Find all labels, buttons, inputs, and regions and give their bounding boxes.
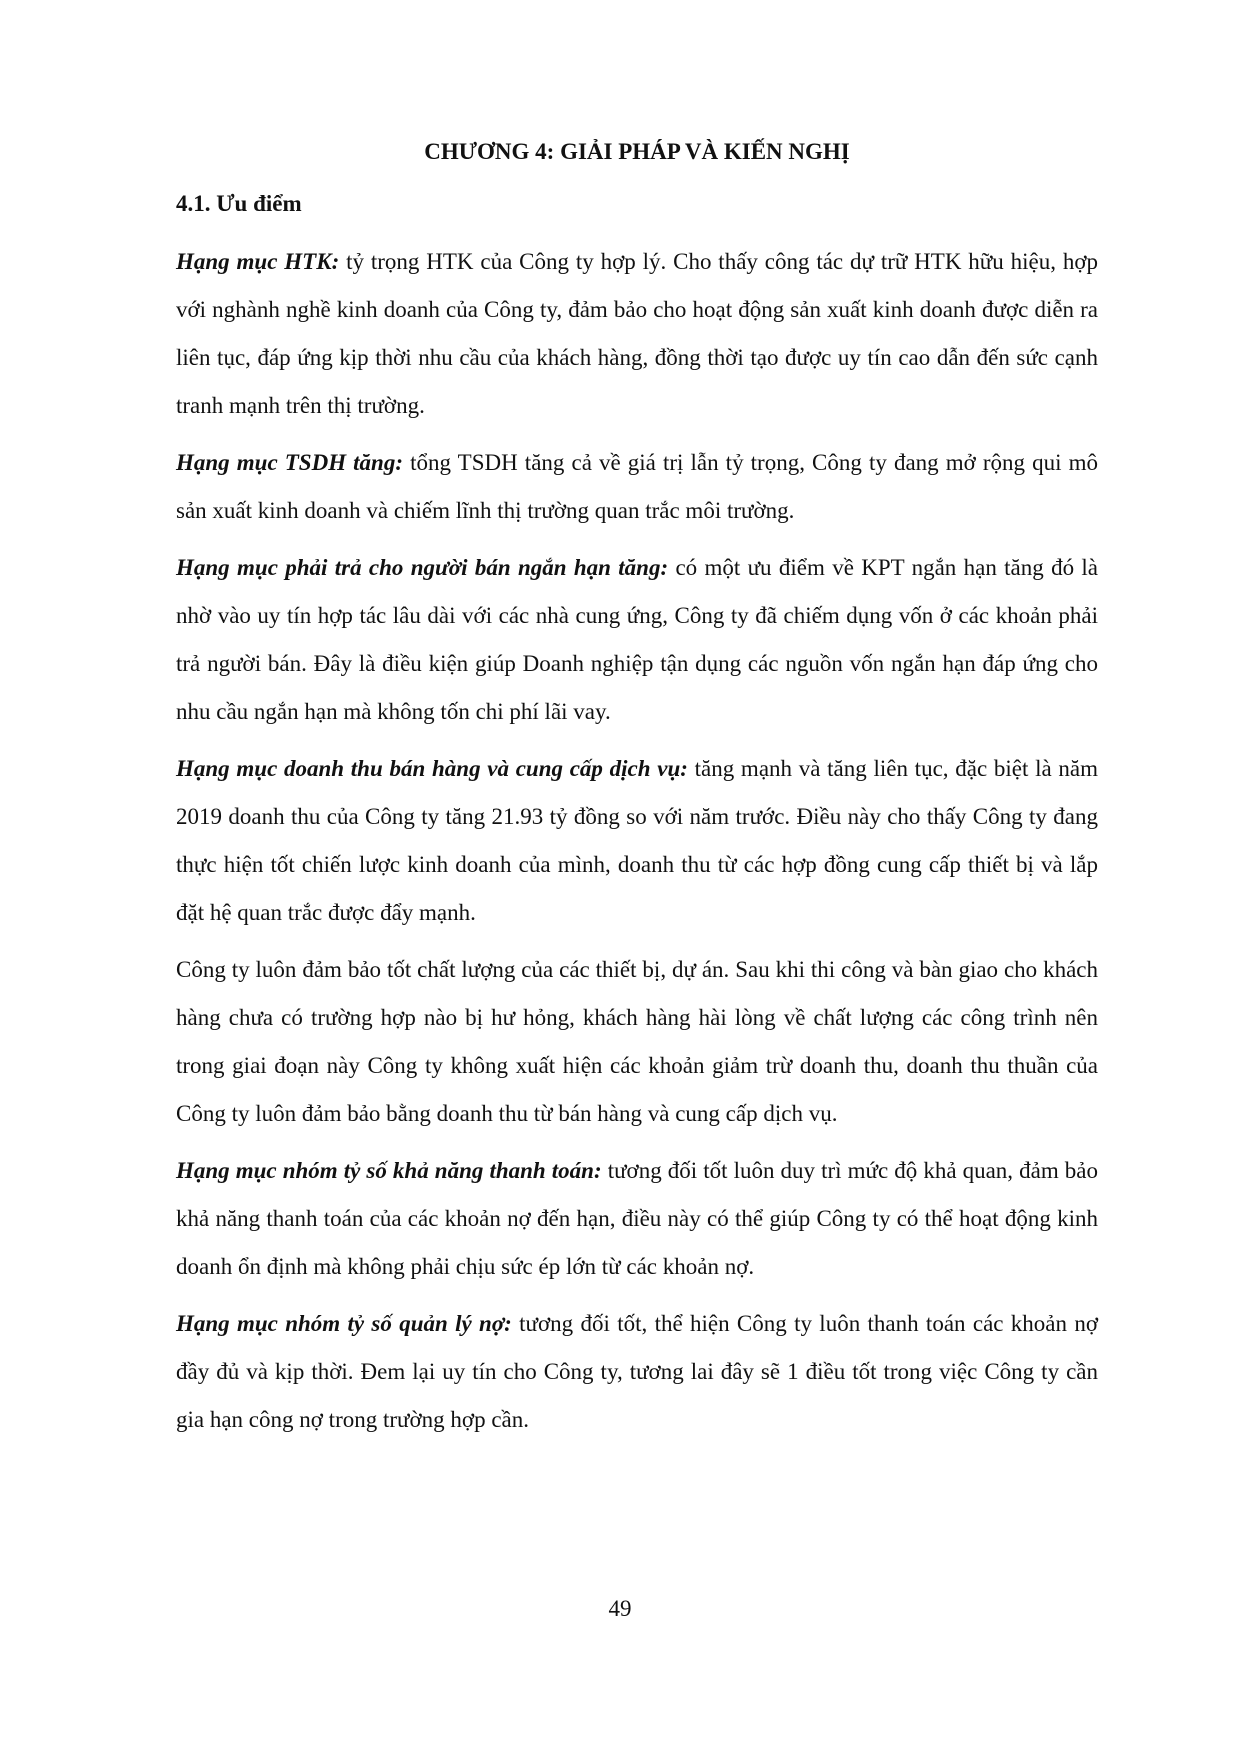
paragraph-payables	[176, 544, 1098, 736]
page-number: 49	[608, 1596, 632, 1621]
paragraph-quality	[176, 946, 1098, 1138]
document-page	[176, 128, 1098, 1453]
paragraph-text: Công ty luôn đảm bảo tốt chất lượng của các thiết bị, dự án. Sau khi thi công và bàn giao cho khách hàng chưa có trường hợp nào bị hư hỏng, khách hàng hài lòng về chất lượng các công trình nên trong giai đoạn này Công ty không xuất hiện các khoản giảm trừ doanh thu, doanh thu thuần của Công ty luôn đảm bảo bằng doanh thu từ bán hàng và cung cấp dịch vụ.	[176, 957, 1098, 1126]
paragraph-debt-management	[176, 1300, 1098, 1444]
paragraph-text: tương đối tốt luôn duy trì mức độ khả quan, đảm bảo khả năng thanh toán của các khoản nợ đến hạn, điều này có thể giúp Công ty có thể hoạt động kinh doanh ổn định mà không phải chịu sức ép lớn từ các khoản nợ.	[176, 1158, 1098, 1279]
paragraph-text: có một ưu điểm về KPT ngắn hạn tăng đó là nhờ vào uy tín hợp tác lâu dài với các nhà cung ứng, Công ty đã chiếm dụng vốn ở các khoản phải trả người bán. Đây là điều kiện giúp Doanh nghiệp tận dụng các nguồn vốn ngắn hạn đáp ứng cho nhu cầu ngắn hạn mà không tốn chi phí lãi vay.	[176, 555, 1098, 724]
paragraph-lead: Hạng mục nhóm tỷ số quản lý nợ:	[176, 1311, 512, 1336]
chapter-title: CHƯƠNG 4: GIẢI PHÁP VÀ KIẾN NGHỊ	[424, 139, 850, 164]
paragraph-lead: Hạng mục HTK:	[176, 249, 340, 274]
paragraph-text: tương đối tốt, thể hiện Công ty luôn thanh toán các khoản nợ đầy đủ và kịp thời. Đem lại uy tín cho Công ty, tương lai đây sẽ 1 điều tốt trong việc Công ty cần gia hạn công nợ trong trường hợp cần.	[176, 1311, 1098, 1432]
paragraph-lead: Hạng mục TSDH tăng:	[176, 450, 404, 475]
paragraph-revenue	[176, 745, 1098, 937]
paragraph-lead: Hạng mục doanh thu bán hàng và cung cấp dịch vụ:	[176, 756, 688, 781]
section-heading: 4.1. Ưu điểm	[176, 191, 302, 216]
paragraph-htk	[176, 238, 1098, 430]
paragraph-text: tỷ trọng HTK của Công ty hợp lý. Cho thấy công tác dự trữ HTK hữu hiệu, hợp với nghành nghề kinh doanh của Công ty, đảm bảo cho hoạt động sản xuất kinh doanh được diễn ra liên tục, đáp ứng kịp thời nhu cầu của khách hàng, đồng thời tạo được uy tín cao dẫn đến sức cạnh tranh mạnh trên thị trường.	[176, 249, 1099, 418]
paragraph-tsdh	[176, 439, 1098, 535]
paragraph-text: tổng TSDH tăng cả về giá trị lẫn tỷ trọng, Công ty đang mở rộng qui mô sản xuất kinh doanh và chiếm lĩnh thị trường quan trắc môi trường.	[176, 450, 1098, 523]
paragraph-liquidity	[176, 1147, 1098, 1291]
paragraph-lead: Hạng mục phải trả cho người bán ngắn hạn tăng:	[176, 555, 669, 580]
paragraph-lead: Hạng mục nhóm tỷ số khả năng thanh toán:	[176, 1158, 602, 1183]
paragraph-text: tăng mạnh và tăng liên tục, đặc biệt là năm 2019 doanh thu của Công ty tăng 21.93 tỷ đồng so với năm trước. Điều này cho thấy Công ty đang thực hiện tốt chiến lược kinh doanh của mình, doanh thu từ các hợp đồng cung cấp thiết bị và lắp đặt hệ quan trắc được đẩy mạnh.	[176, 756, 1098, 925]
